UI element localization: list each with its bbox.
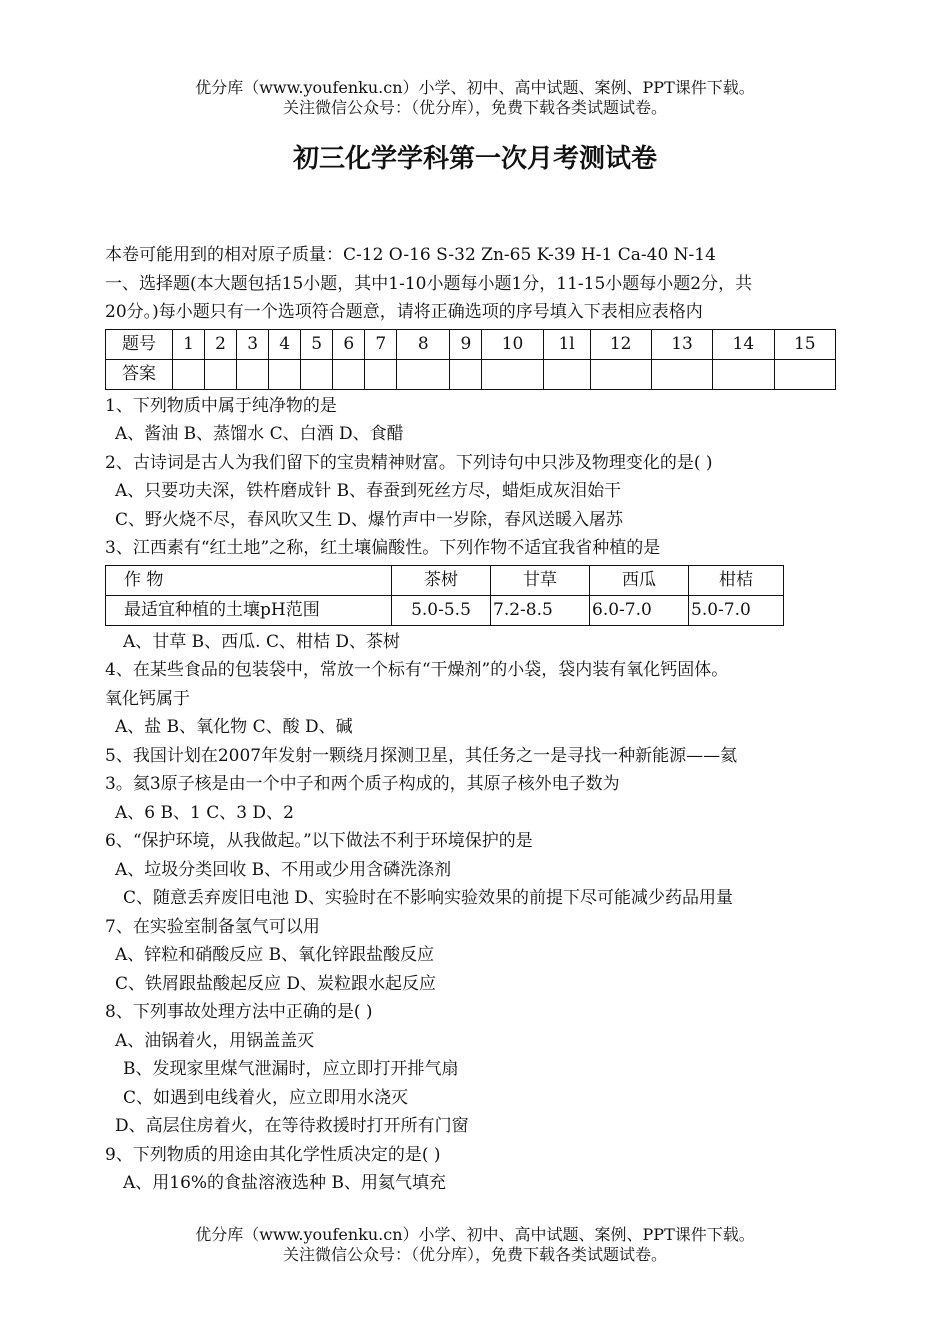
question-5-options: A、6 B、1 C、3 D、2 xyxy=(115,802,294,823)
answer-table-label-answer: 答案 xyxy=(106,359,173,389)
question-3-options: A、甘草 B、西瓜. C、柑桔 D、茶树 xyxy=(123,631,401,652)
answer-table-number: 8 xyxy=(397,329,450,359)
ph-orange: 5.0-7.0 xyxy=(689,595,784,625)
ph-licorice: 7.2-8.5 xyxy=(491,595,590,625)
page-header xyxy=(0,78,950,118)
crop-header: 作 物 xyxy=(106,565,392,595)
answer-cell[interactable] xyxy=(543,359,590,389)
question-5-stem-2: 3。氦3原子核是由一个中子和两个质子构成的，其原子核外电子数为 xyxy=(105,774,620,794)
crop-tea: 茶树 xyxy=(392,565,491,595)
header-line-1: 优分库（www.youfenku.cn）小学、初中、高中试题、案例、PPT课件下载。 xyxy=(195,78,755,97)
crop-orange: 柑桔 xyxy=(689,565,784,595)
question-9-options-ab: A、用16%的食盐溶液选种 B、用氦气填充 xyxy=(123,1173,446,1193)
answer-cell[interactable] xyxy=(397,359,450,389)
answer-cell[interactable] xyxy=(333,359,365,389)
answer-cell[interactable] xyxy=(450,359,482,389)
question-4-options: A、盐 B、氧化物 C、酸 D、碱 xyxy=(115,717,353,737)
answer-table-header-row xyxy=(106,329,836,359)
ph-range-label: 最适宜种植的土壤pH范围 xyxy=(106,595,392,625)
question-5-stem-1: 5、我国计划在2007年发射一颗绕月探测卫星，其任务之一是寻找一种新能源——氦 xyxy=(105,745,738,766)
footer-line-1: 优分库（www.youfenku.cn）小学、初中、高中试题、案例、PPT课件下载。 xyxy=(195,1225,755,1244)
question-8-stem: 8、下列事故处理方法中正确的是( ) xyxy=(105,1002,373,1022)
answer-table-answer-row xyxy=(106,359,836,389)
answer-table-label-number: 题号 xyxy=(106,329,173,359)
soil-ph-table-header-row xyxy=(106,565,784,595)
question-7-options-cd: C、铁屑跟盐酸起反应 D、炭粒跟水起反应 xyxy=(115,973,437,994)
answer-table-number: 1l xyxy=(543,329,590,359)
answer-cell[interactable] xyxy=(301,359,333,389)
section1-line-2: 20分。)每小题只有一个选项符合题意，请将正确选项的序号填入下表相应表格内 xyxy=(105,302,703,322)
question-4-stem-2: 氧化钙属于 xyxy=(105,688,190,709)
question-4-stem-1: 4、在某些食品的包装袋中，常放一个标有“干燥剂”的小袋，袋内装有氧化钙固体。 xyxy=(105,660,729,680)
answer-cell[interactable] xyxy=(365,359,397,389)
answer-cell[interactable] xyxy=(713,359,774,389)
question-6-options-ab: A、垃圾分类回收 B、不用或少用含磷洗涤剂 xyxy=(115,859,452,880)
header-line-2: 关注微信公众号：（优分库），免费下载各类试题试卷。 xyxy=(282,98,667,117)
answer-cell[interactable] xyxy=(590,359,651,389)
question-9-stem: 9、下列物质的用途由其化学性质决定的是( ) xyxy=(105,1144,441,1165)
question-8-option-c: C、如遇到电线着火，应立即用水浇灭 xyxy=(123,1087,409,1108)
ph-watermelon: 6.0-7.0 xyxy=(590,595,689,625)
question-8-option-b: B、发现家里煤气泄漏时，应立即打开排气扇 xyxy=(123,1059,459,1079)
crop-licorice: 甘草 xyxy=(491,565,590,595)
question-3-stem: 3、江西素有“红土地”之称，红土壤偏酸性。下列作物不适宜我省种植的是 xyxy=(105,538,661,558)
document-title: 初三化学学科第一次月考测试卷 xyxy=(292,144,657,174)
footer-line-2: 关注微信公众号：（优分库），免费下载各类试题试卷。 xyxy=(282,1245,667,1264)
answer-table-number: 15 xyxy=(774,329,835,359)
answer-cell[interactable] xyxy=(651,359,712,389)
question-7-stem: 7、在实验室制备氢气可以用 xyxy=(105,916,320,937)
question-8-option-a: A、油锅着火，用锅盖盖灭 xyxy=(115,1030,315,1051)
answer-table xyxy=(105,329,836,390)
soil-ph-table-value-row xyxy=(106,595,784,625)
answer-cell[interactable] xyxy=(237,359,269,389)
question-7-options-ab: A、锌粒和硝酸反应 B、氧化锌跟盐酸反应 xyxy=(115,945,435,965)
question-8-option-d: D、高层住房着火，在等待救援时打开所有门窗 xyxy=(115,1116,469,1136)
question-1-options: A、酱油 B、蒸馏水 C、白酒 D、食醋 xyxy=(115,424,404,444)
page-footer xyxy=(0,1225,950,1265)
answer-table-number: 4 xyxy=(269,329,301,359)
question-2-stem: 2、古诗词是古人为我们留下的宝贵精神财富。下列诗句中只涉及物理变化的是( ) xyxy=(105,452,713,473)
answer-table-number: 10 xyxy=(482,329,543,359)
exam-content xyxy=(105,241,850,1198)
section1-line-1: 一、选择题(本大题包括15小题，其中1-10小题每小题1分，11-15小题每小题2分，共 xyxy=(105,273,753,294)
ph-tea: 5.0-5.5 xyxy=(392,595,491,625)
answer-table-number: 13 xyxy=(651,329,712,359)
question-1-stem: 1、下列物质中属于纯净物的是 xyxy=(105,395,337,416)
answer-cell[interactable] xyxy=(205,359,237,389)
answer-table-number: 9 xyxy=(450,329,482,359)
answer-table-number: 5 xyxy=(301,329,333,359)
intro-line: 本卷可能用到的相对原子质量：C-12 O-16 S-32 Zn-65 K-39 H-1 Ca-40 N-14 xyxy=(105,245,716,265)
answer-table-number: 7 xyxy=(365,329,397,359)
crop-watermelon: 西瓜 xyxy=(590,565,689,595)
answer-cell[interactable] xyxy=(269,359,301,389)
answer-cell[interactable] xyxy=(774,359,835,389)
question-2-options-ab: A、只要功夫深，铁杵磨成针 B、春蚕到死丝方尽，蜡炬成灰泪始干 xyxy=(115,481,622,501)
soil-ph-table xyxy=(105,565,784,626)
answer-table-number: 1 xyxy=(173,329,205,359)
question-2-options-cd: C、野火烧不尽，春风吹又生 D、爆竹声中一岁除，春风送暖入屠苏 xyxy=(115,509,624,530)
answer-table-number: 12 xyxy=(590,329,651,359)
question-6-options-cd: C、随意丢弃废旧电池 D、实验时在不影响实验效果的前提下尽可能减少药品用量 xyxy=(123,888,734,908)
question-6-stem: 6、“保护环境，从我做起。”以下做法不利于环境保护的是 xyxy=(105,831,533,851)
answer-table-number: 3 xyxy=(237,329,269,359)
answer-cell[interactable] xyxy=(173,359,205,389)
answer-cell[interactable] xyxy=(482,359,543,389)
answer-table-number: 14 xyxy=(713,329,774,359)
answer-table-number: 6 xyxy=(333,329,365,359)
answer-table-number: 2 xyxy=(205,329,237,359)
